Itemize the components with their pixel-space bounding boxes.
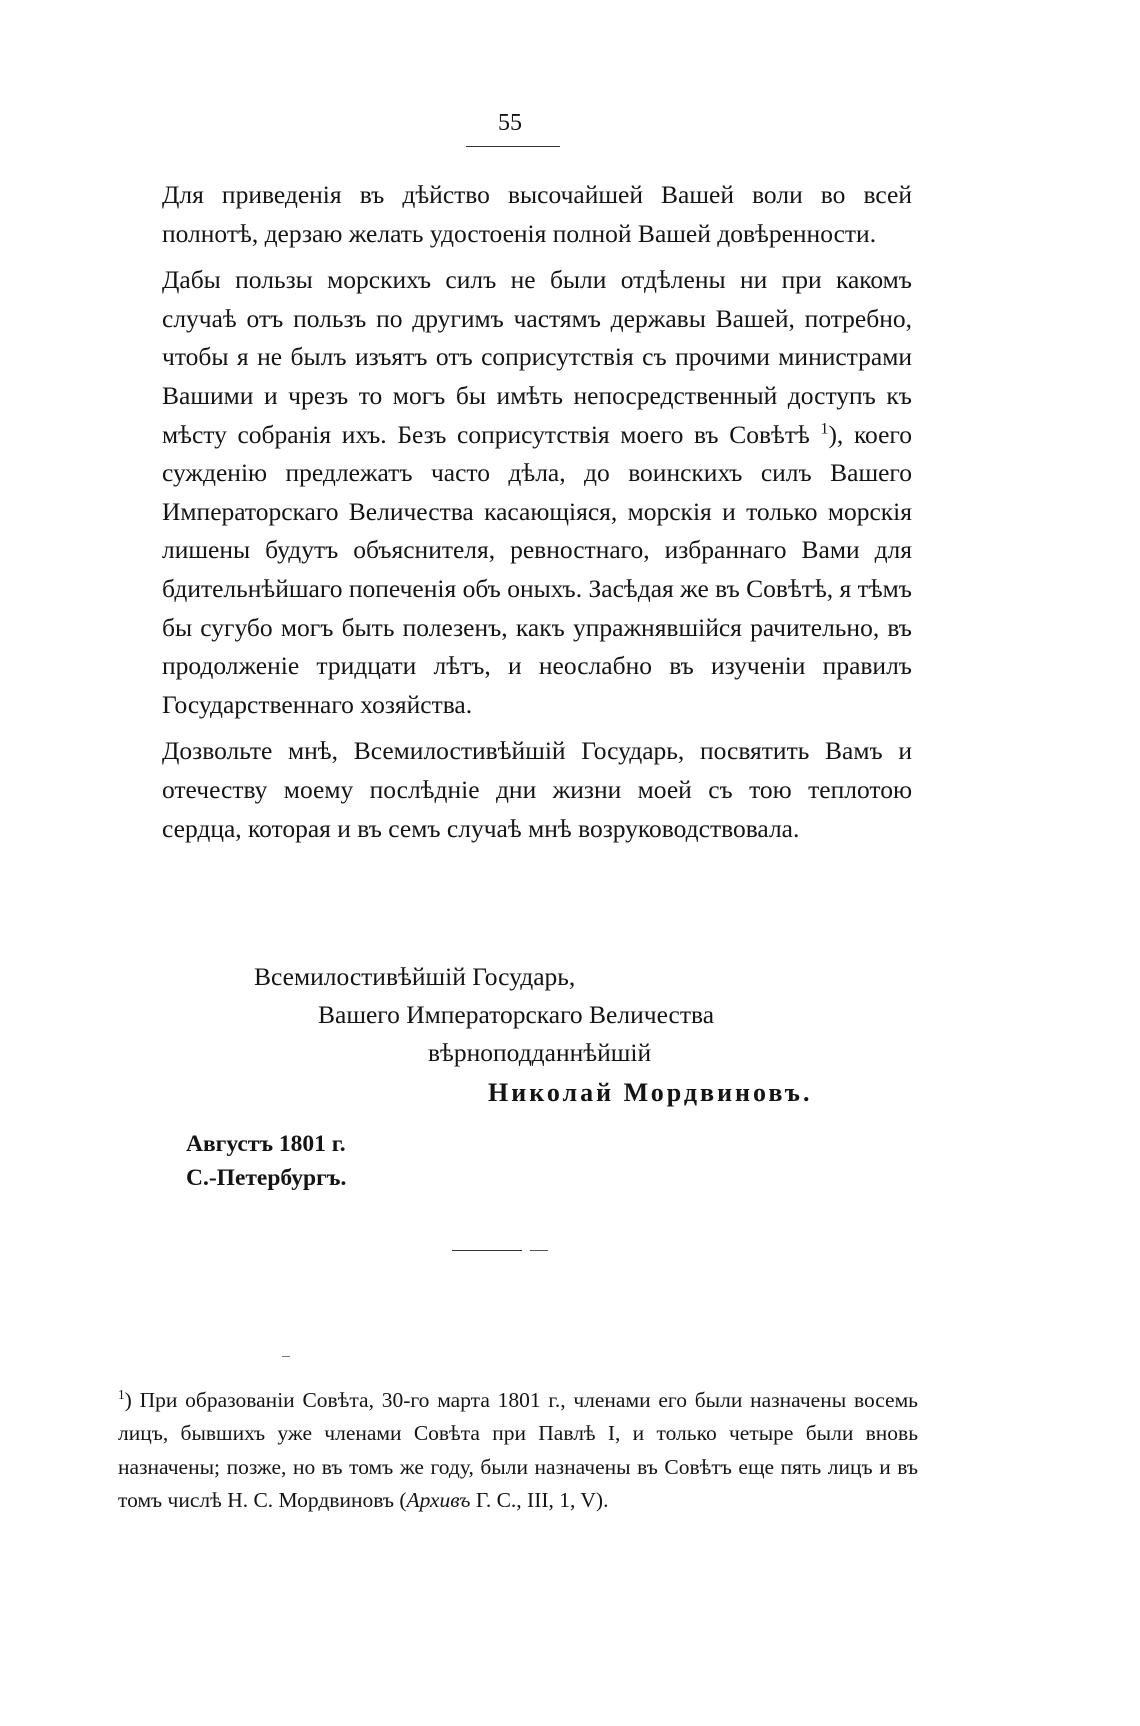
section-separator [452,1250,522,1251]
paragraph-2-part-a: Дабы пользы морскихъ силъ не были отдѣлены ни при какомъ случаѣ отъ пользъ по другимъ частямъ державы Вашей, потребно, чтобы я не былъ изъятъ отъ соприсутствія съ прочими министрами Вашими и чрезъ то могъ бы имѣть непосредственный доступъ къ мѣсту собранія ихъ. Безъ соприсутствія моего въ Совѣтѣ [162,265,912,449]
closing-subject: вѣрноподданнѣйшій [428,1038,652,1067]
footnote-text: ) При образованіи Совѣта, 30-го марта 1801 г., членами его были назначены восемь лицъ, бывшихъ уже членами Совѣта при Павлѣ I, и только четыре были вновь назначены; позже, но въ томъ же году, были назначены въ Совѣтъ еще пять лицъ и въ томъ числѣ Н. С. Мордвиновъ ( [118,1388,918,1513]
footnote-reference: 1 [820,420,829,438]
letter-place: С.-Петербургъ. [186,1165,347,1191]
letter-date: Августъ 1801 г. [186,1131,346,1157]
letter-body [162,176,912,856]
closing-majesty: Вашего Императорскаго Величества [318,1000,715,1029]
section-separator-dash [530,1250,548,1251]
page-number: 55 [498,110,522,136]
paragraph-1: Для приведенія въ дѣйство высочайшей Вашей воли во всей полнотѣ, дерзаю желать удостоенія полной Вашей довѣренности. [162,180,912,248]
footnote-marker: 1 [118,1386,125,1402]
closing-salutation: Всемилостивѣйшій Государь, [254,962,576,991]
footnote-archive: Архивъ [406,1488,471,1513]
date-place [186,1127,346,1195]
paragraph-2 [162,261,912,724]
footnote-text-end: Г. С., III, 1, V). [470,1488,609,1513]
paragraph-3: Дозвольте мнѣ, Всемилостивѣйшій Государь, посвятить Вамъ и отечеству моему послѣдніе дни жизни моей съ тою теплотою сердца, которая и въ семъ случаѣ мнѣ возруководствовала. [162,736,912,843]
footnote [118,1384,918,1518]
signature: Николай Мордвиновъ. [488,1078,813,1107]
paragraph-2-part-b: ), коего сужденію предлежатъ часто дѣла, до воинскихъ силъ Вашего Императорскаго Величества касающіяся, морскія и только морскія лишены будутъ объяснителя, ревностнаго, избраннаго Вами для бдительнѣйшаго попеченія объ оныхъ. Засѣдая же въ Совѣтѣ, я тѣмъ бы сугубо могъ быть полезенъ, какъ упражнявшійся рачительно, въ продолженіе тридцати лѣтъ, и неослабно въ изученіи правилъ Государственнаго хозяйства. [162,419,912,719]
page-number-rule [466,146,560,147]
footnote-mark [282,1356,290,1357]
